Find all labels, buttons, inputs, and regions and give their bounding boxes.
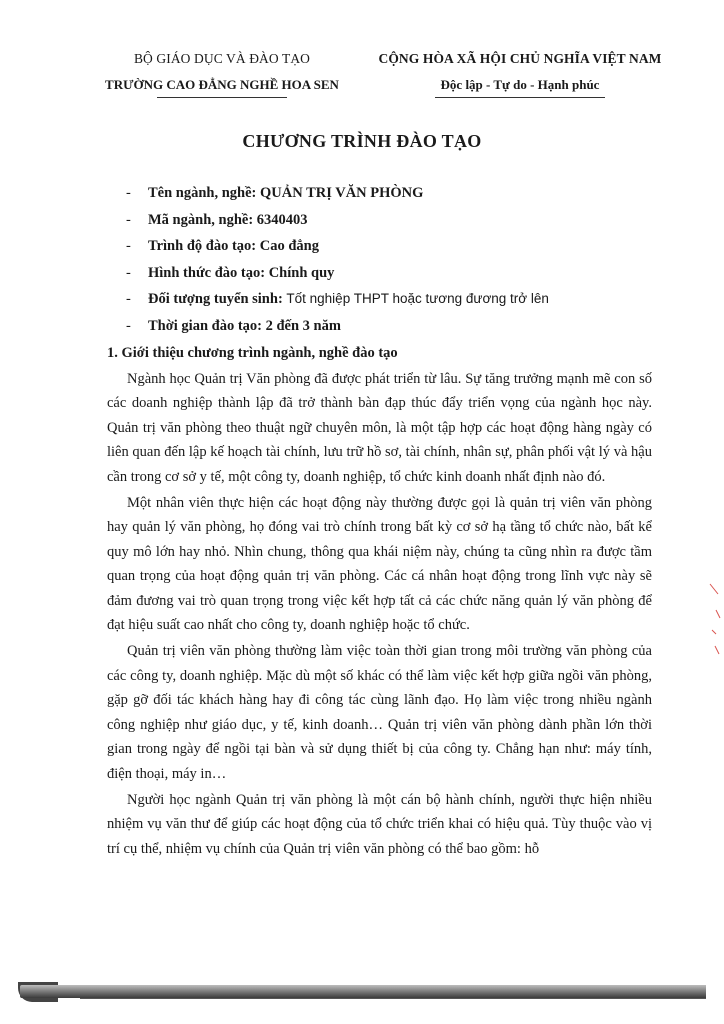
footer-bar-shade [20,985,706,998]
paragraph: Ngành học Quản trị Văn phòng đã được phát triển từ lâu. Sự tăng trưởng mạnh mẽ con số các doanh nghiệp thành lập đã trở thành bàn đạp thúc đẩy triển vọng của ngành học này. Quản trị văn phòng theo thuật ngữ chuyên môn, là một tập hợp các hoạt động hàng ngày có liên quan đến lập kế hoạch tài chính, lưu trữ hồ sơ, tài chính, nhân sự, phân phối vật lý và hậu cần trong cơ sở y tế, một công ty, doanh nghiệp, tổ chức kinh doanh nhất định nào đó. [107,371,652,485]
list-dash: - [126,291,131,308]
margin-marks [706,580,724,660]
body-text [107,367,652,863]
info-item-major [126,180,696,207]
info-item-code [126,207,696,234]
info-value: 6340403 [256,211,308,228]
ministry-header [72,50,372,98]
info-item-level [126,233,696,260]
header-underline-left [157,97,287,98]
list-dash: - [126,185,131,201]
national-header [360,50,680,98]
info-label: Thời gian đào tạo: [148,317,266,334]
national-motto: Độc lập - Tự do - Hạnh phúc [440,77,600,92]
paragraph: Một nhân viên thực hiện các hoạt động này thường được gọi là quản trị viên văn phòng hay quản lý văn phòng, họ đóng vai trò chính trong bất kỳ cơ sở hạ tầng tổ chức nào, bất kể quy mô lớn hay nhỏ. Nhìn chung, thông qua khái niệm này, chúng ta cũng nhìn ra được tầm quan trọng của hoạt động quản trị văn phòng. Các cá nhân hoạt động trong lĩnh vực này sẽ đảm đương vai trò quan trọng trong việc kết hợp tất cả các chức năng quản lý văn phòng để đạt hiệu suất cao nhất cho công ty, doanh nghiệp hoặc tổ chức. [107,495,652,634]
info-value: 2 đến 3 năm [265,317,341,334]
info-value: Chính quy [268,264,335,281]
info-label: Trình độ đào tạo: [148,238,260,255]
header-underline-right [435,97,605,98]
info-label: Mã ngành, nghề: [148,211,257,228]
list-dash: - [126,238,131,255]
section-heading: 1. Giới thiệu chương trình ngành, nghề đào tạo [107,345,398,361]
list-dash: - [126,264,131,281]
ministry-name: BỘ GIÁO DỤC VÀ ĐÀO TẠO [133,51,311,66]
info-value: QUẢN TRỊ VĂN PHÒNG [260,185,424,201]
list-dash: - [126,317,131,334]
info-item-enrollment [126,286,696,313]
info-label: Hình thức đào tạo: [148,264,269,281]
school-name: TRƯỜNG CAO ĐẲNG NGHỀ HOA SEN [105,77,339,92]
footer-bar-line [80,998,706,999]
paragraph: Người học ngành Quản trị văn phòng là một cán bộ hành chính, người thực hiện nhiều nhiệm vụ văn thư để giúp các hoạt động của tổ chức triển khai có hiệu quả. Tùy thuộc vào vị trí cụ thể, nhiệm vụ chính của Quản trị viên văn phòng có thể bao gồm: hỗ [107,791,652,857]
country-name: CỘNG HÒA XÃ HỘI CHỦ NGHĨA VIỆT NAM [378,51,662,66]
info-item-mode [126,260,696,287]
info-value: Cao đẳng [259,238,319,255]
program-info-list [126,180,696,340]
footer-bar [20,985,706,998]
info-label: Đối tượng tuyển sinh: [148,291,287,308]
info-label: Tên ngành, nghề: [148,185,261,201]
list-dash: - [126,211,131,228]
info-item-duration [126,313,696,340]
document-title: CHƯƠNG TRÌNH ĐÀO TẠO [242,131,482,151]
info-value: Tốt nghiệp THPT hoặc tương đương trở lên [286,291,549,307]
paragraph: Quản trị viên văn phòng thường làm việc toàn thời gian trong môi trường văn phòng của các công ty, doanh nghiệp. Mặc dù một số khác có thể làm việc kết hợp giữa ngồi văn phòng, gặp gỡ đối tác khách hàng hay đi công tác cùng lãnh đạo. Họ làm việc trong nhiều ngành công nghiệp như giáo dục, y tế, kinh doanh… Quản trị viên văn phòng dành phần lớn thời gian trong ngày để ngồi tại bàn và sử dụng thiết bị của công ty. Chẳng hạn như: máy tính, điện thoại, máy in… [107,643,652,782]
